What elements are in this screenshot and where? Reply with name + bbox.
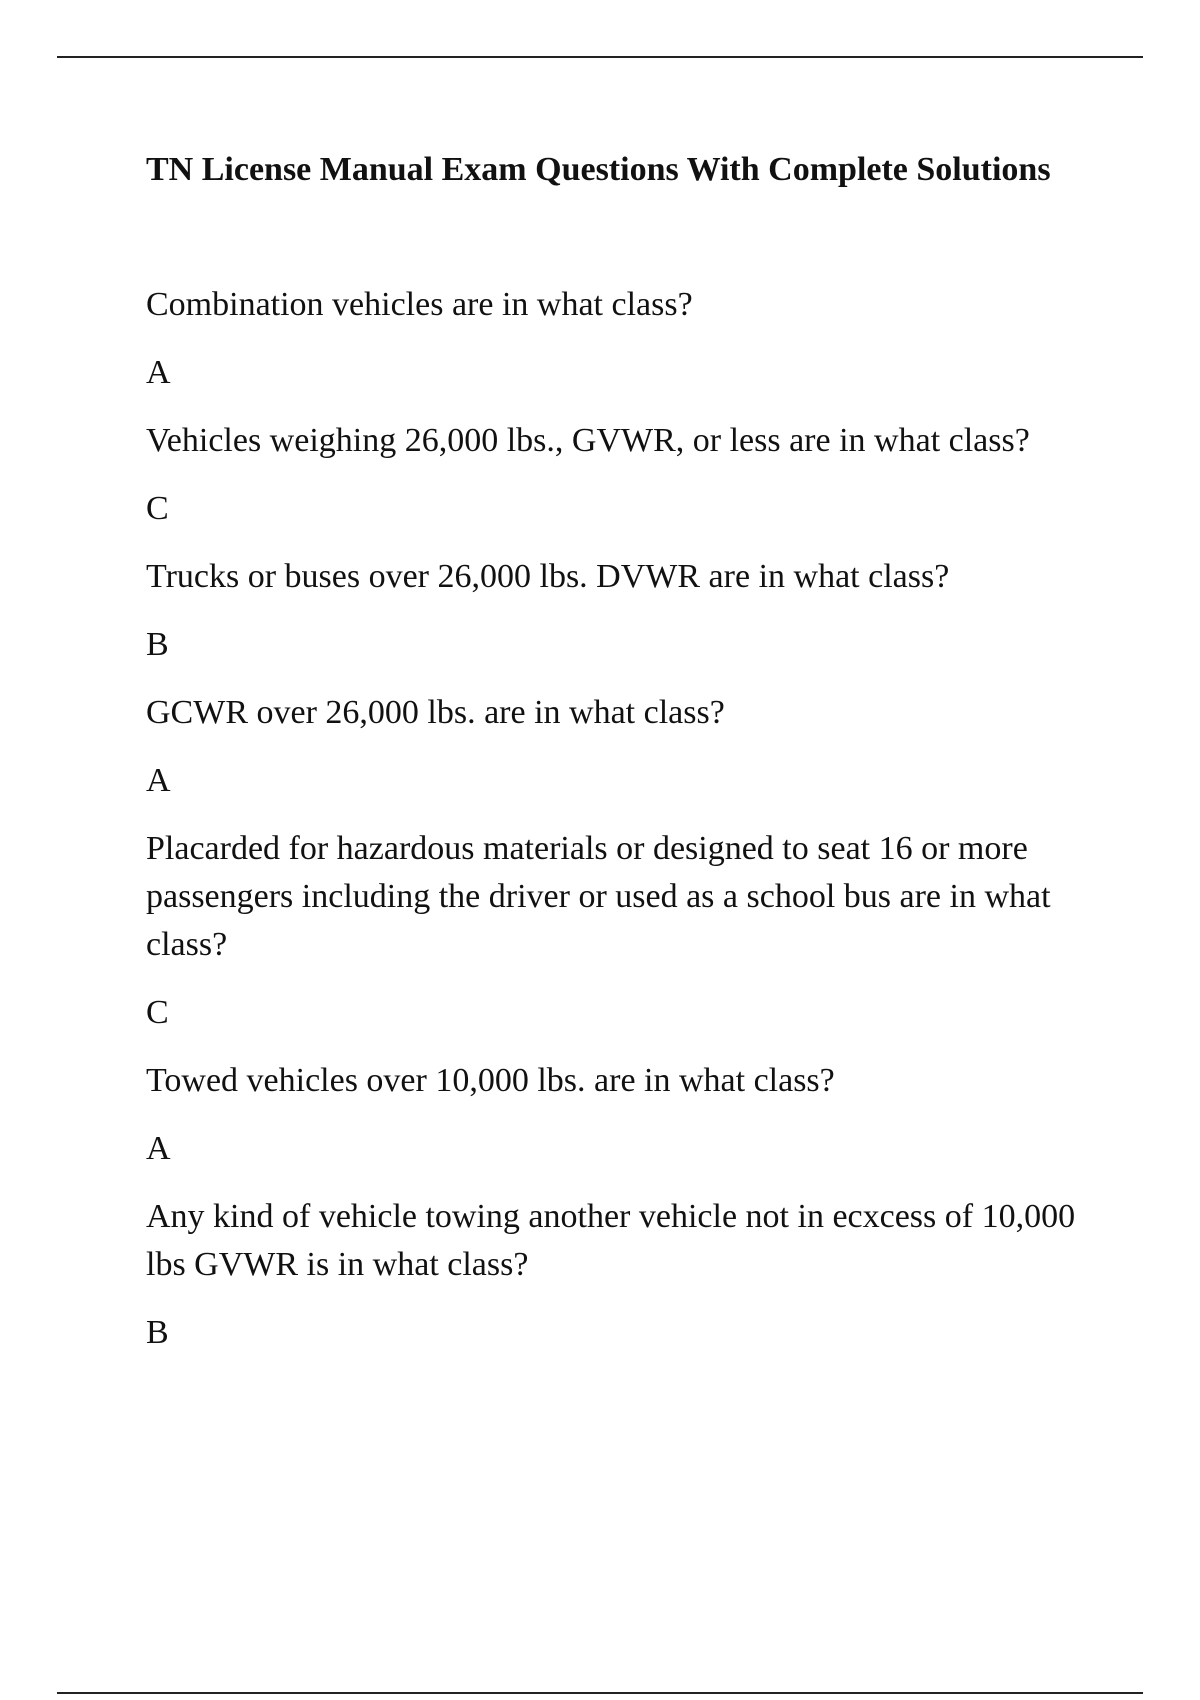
qa-item xyxy=(146,553,1106,669)
top-rule xyxy=(57,56,1143,58)
question-text: Towed vehicles over 10,000 lbs. are in what class? xyxy=(146,1062,835,1099)
answer-text: A xyxy=(146,354,171,391)
document-page xyxy=(146,142,1106,1377)
qa-item xyxy=(146,417,1106,533)
answer-text: A xyxy=(146,762,171,799)
question-text: Any kind of vehicle towing another vehicle not in ecxcess of 10,000 lbs GVWR is in what class? xyxy=(146,1198,1076,1283)
qa-item xyxy=(146,1057,1106,1173)
question-text: Combination vehicles are in what class? xyxy=(146,286,693,323)
answer-text: C xyxy=(146,490,169,527)
bottom-rule xyxy=(57,1692,1143,1694)
question-text: Trucks or buses over 26,000 lbs. DVWR are in what class? xyxy=(146,558,950,595)
answer-text: B xyxy=(146,1314,169,1351)
question-text: GCWR over 26,000 lbs. are in what class? xyxy=(146,694,725,731)
document-title: TN License Manual Exam Questions With Complete Solutions xyxy=(146,151,1051,188)
question-text: Vehicles weighing 26,000 lbs., GVWR, or less are in what class? xyxy=(146,422,1030,459)
answer-text: C xyxy=(146,994,169,1031)
qa-item xyxy=(146,825,1106,1037)
qa-item xyxy=(146,689,1106,805)
answer-text: B xyxy=(146,626,169,663)
qa-list xyxy=(146,281,1106,1357)
qa-item xyxy=(146,281,1106,397)
answer-text: A xyxy=(146,1130,171,1167)
qa-item xyxy=(146,1193,1106,1357)
question-text: Placarded for hazardous materials or designed to seat 16 or more passengers including the driver or used as a school bus are in what class? xyxy=(146,830,1051,963)
